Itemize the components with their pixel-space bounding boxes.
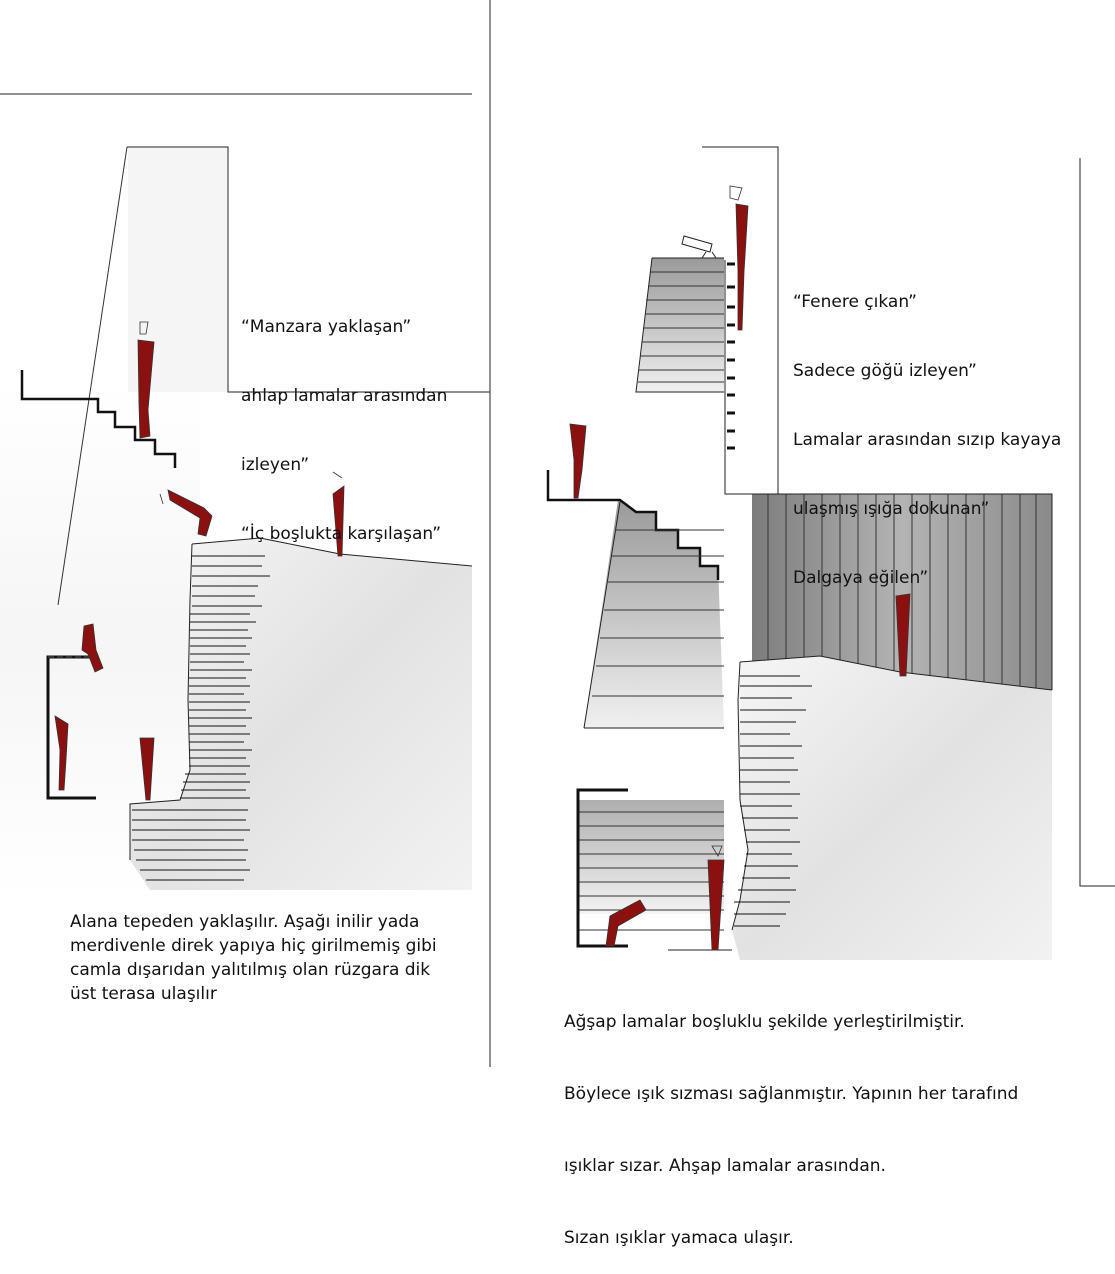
left-caption — [70, 910, 510, 1006]
left-quote-line: “İç boşlukta karşılaşan” — [241, 524, 442, 544]
left-caption-line: Alana tepeden yaklaşılır. Aşağı inilir yada — [70, 912, 420, 932]
left-quote-line: “Manzara yaklaşan” — [241, 317, 412, 337]
left-caption-line: merdivenle direk yapıya hiç girilmemiş gibi — [70, 936, 437, 956]
right-quote-line: Dalgaya eğilen” — [793, 568, 929, 588]
left-quote-line: ahlap lamalar arasından — [241, 386, 448, 406]
left-caption-line: üst terasa ulaşılır — [70, 984, 217, 1004]
left-quote-line: izleyen” — [241, 455, 309, 475]
right-quote-line: Sadece göğü izleyen” — [793, 361, 977, 381]
right-caption-line: Ağşap lamalar boşluklu şekilde yerleştirilmiştir. — [564, 1012, 965, 1032]
right-quote-line: ulaşmış ışığa dokunan” — [793, 499, 990, 519]
right-quote — [793, 245, 1115, 613]
right-quote-line: “Fenere çıkan” — [793, 292, 917, 312]
right-caption-line: Böylece ışık sızması sağlanmıştır. Yapının her tarafınd — [564, 1084, 1019, 1104]
right-caption-line: Sızan ışıklar yamaca ulaşır. — [564, 1228, 794, 1248]
right-caption-line: ışıklar sızar. Ahşap lamalar arasından. — [564, 1156, 886, 1176]
right-quote-line: Lamalar arasından sızıp kayaya — [793, 430, 1062, 450]
left-quote — [241, 270, 447, 569]
left-caption-line: camla dışarıdan yalıtılmış olan rüzgara dik — [70, 960, 431, 980]
right-caption — [564, 962, 1115, 1274]
